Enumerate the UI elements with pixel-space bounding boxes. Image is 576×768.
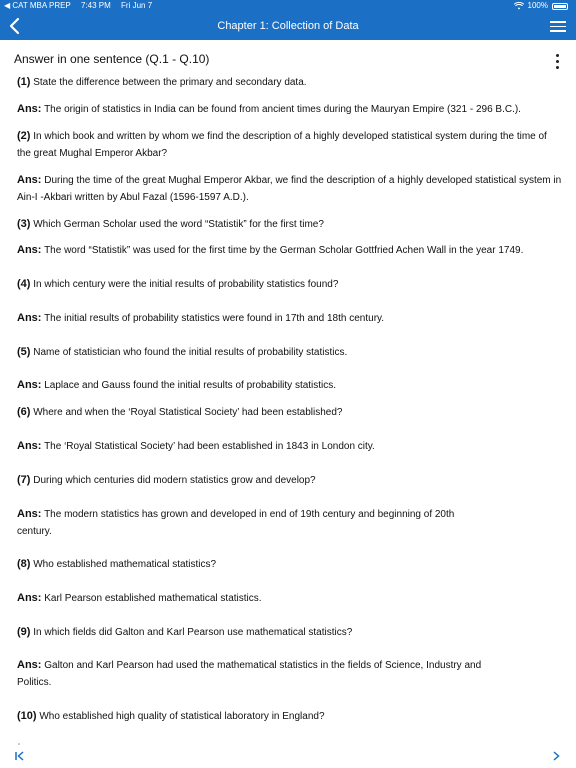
item-prefix: (6) <box>17 406 31 418</box>
list-item <box>17 404 562 421</box>
list-item <box>17 377 562 394</box>
page-title: Chapter 1: Collection of Data <box>217 20 359 32</box>
list-item <box>17 310 562 327</box>
item-text: During the time of the great Mughal Emperor Akbar, we find the description of a highly developed statistical system in Ain-I -Akbari written by Abul Fazal (1596-1597 A.D.). <box>17 175 562 203</box>
item-text: The modern statistics has grown and developed in end of 19th century and beginning of 20th century. <box>17 509 455 537</box>
item-prefix: Ans: <box>17 379 42 391</box>
item-prefix: Ans: <box>17 174 42 186</box>
list-item <box>17 101 562 118</box>
navigation-bar <box>0 12 576 40</box>
item-text: The word “Statistik” was used for the first time by the German Scholar Gottfried Achen Wall in the year 1749. <box>44 245 524 256</box>
item-prefix: (2) <box>17 130 31 142</box>
item-prefix: Ans: <box>17 440 42 452</box>
item-text: Laplace and Gauss found the initial results of probability statistics. <box>44 380 337 391</box>
status-right <box>514 0 568 12</box>
item-prefix: (8) <box>17 558 31 570</box>
item-prefix: (4) <box>17 278 31 290</box>
item-text: State the difference between the primary and secondary data. <box>33 77 307 88</box>
item-prefix: (10) <box>17 710 37 722</box>
item-prefix: Ans: <box>17 508 42 520</box>
item-text: Which German Scholar used the word “Statistik” for the first time? <box>33 219 324 230</box>
item-prefix: (1) <box>17 76 31 88</box>
list-item <box>17 172 562 206</box>
item-prefix: (3) <box>17 218 31 230</box>
list-item <box>17 438 562 455</box>
status-date: Fri Jun 7 <box>121 1 153 10</box>
battery-icon <box>552 3 568 10</box>
item-text: In which fields did Galton and Karl Pearson use mathematical statistics? <box>33 627 353 638</box>
status-time: 7:43 PM <box>81 1 111 10</box>
carrier-label: ◀ CAT MBA PREP <box>4 1 71 10</box>
divider-dot <box>18 743 20 745</box>
item-text: Who established high quality of statistical laboratory in England? <box>39 711 325 722</box>
section-title: Answer in one sentence (Q.1 - Q.10) <box>14 52 210 66</box>
item-text: In which book and written by whom we find the description of a highly developed statistical system during the time of the great Mughal Emperor Akbar? <box>17 131 547 159</box>
list-item <box>17 624 562 641</box>
item-text: Name of statistician who found the initial results of probability statistics. <box>33 347 348 358</box>
item-prefix: Ans: <box>17 659 42 671</box>
list-item <box>17 590 562 607</box>
item-text: The initial results of probability statistics were found in 17th and 18th century. <box>44 313 385 324</box>
item-prefix: Ans: <box>17 244 42 256</box>
item-prefix: (9) <box>17 626 31 638</box>
bottom-toolbar <box>0 742 576 768</box>
hamburger-menu-icon[interactable] <box>550 18 566 34</box>
list-item <box>17 556 562 573</box>
item-text: Where and when the ‘Royal Statistical Society’ had been established? <box>33 407 343 418</box>
item-prefix: Ans: <box>17 312 42 324</box>
first-page-icon[interactable] <box>14 750 26 762</box>
list-item <box>17 216 562 233</box>
item-text: The ‘Royal Statistical Society’ had been established in 1843 in London city. <box>44 441 375 452</box>
wifi-icon <box>514 2 524 10</box>
item-text: In which century were the initial results of probability statistics found? <box>33 279 339 290</box>
main-content <box>0 40 576 740</box>
item-prefix: (5) <box>17 346 31 358</box>
vertical-dots-icon[interactable] <box>556 54 560 72</box>
item-prefix: (7) <box>17 474 31 486</box>
list-item <box>17 472 562 489</box>
list-item <box>17 242 562 259</box>
chevron-right-icon[interactable] <box>550 750 562 762</box>
status-bar <box>0 0 576 12</box>
status-left <box>4 0 160 12</box>
battery-percent: 100% <box>527 1 548 10</box>
list-item <box>17 128 562 162</box>
list-item <box>17 74 562 91</box>
item-text: During which centuries did modern statistics grow and develop? <box>33 475 316 486</box>
item-prefix: Ans: <box>17 592 42 604</box>
item-text: The origin of statistics in India can be found from ancient times during the Mauryan Empire (321 - 296 B.C.). <box>44 104 521 115</box>
list-item <box>17 276 562 293</box>
list-item <box>17 506 467 540</box>
item-text: Karl Pearson established mathematical statistics. <box>44 593 262 604</box>
item-text: Galton and Karl Pearson had used the mathematical statistics in the fields of Science, Industry and Politics. <box>17 660 482 688</box>
list-item <box>17 708 562 725</box>
item-prefix: Ans: <box>17 103 42 115</box>
item-text: Who established mathematical statistics? <box>33 559 217 570</box>
list-item <box>17 657 497 691</box>
list-item <box>17 344 562 361</box>
